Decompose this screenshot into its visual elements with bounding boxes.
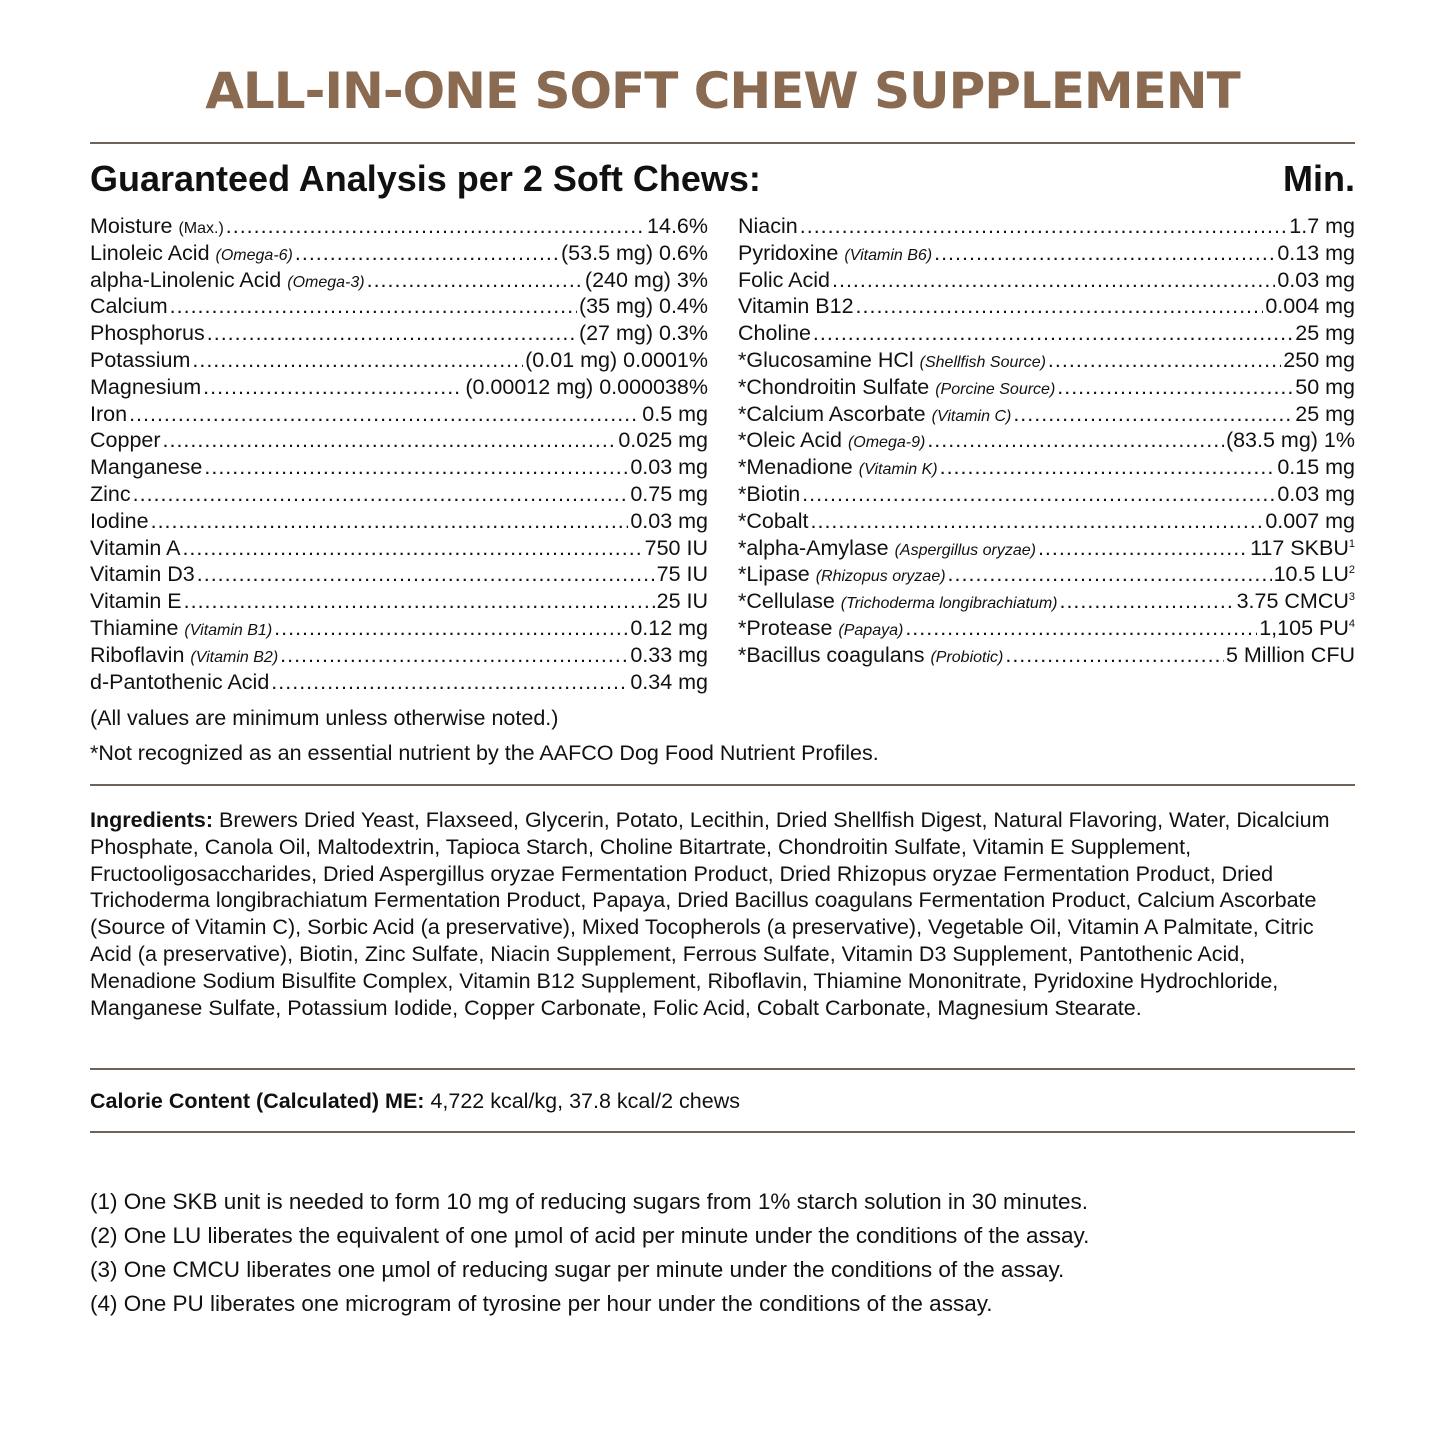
nutrient-row	[738, 267, 1355, 294]
nutrient-name	[738, 481, 800, 508]
nutrient-qualifier: (Shellfish Source)	[919, 353, 1046, 371]
dot-leader	[207, 320, 577, 347]
dot-leader	[1013, 401, 1293, 428]
nutrient-name	[90, 481, 131, 508]
nutrient-label: *Biotin	[738, 481, 801, 506]
nutrient-value	[561, 240, 708, 267]
nutrient-qualifier: (Porcine Source)	[935, 380, 1056, 398]
nutrient-name	[738, 293, 854, 320]
dot-leader	[802, 481, 1275, 508]
nutrient-row	[90, 669, 708, 696]
nutrient-value	[630, 454, 708, 481]
nutrient-row	[90, 374, 708, 401]
nutrient-qualifier: (Aspergillus oryzae)	[894, 541, 1036, 559]
dot-leader	[940, 454, 1276, 481]
nutrient-name	[90, 588, 182, 615]
footnote-1: (1) One SKB unit is needed to form 10 mg of reducing sugars from 1% starch solution in 30 minutes.	[90, 1189, 1088, 1214]
nutrient-amount: (240 mg) 3%	[584, 267, 708, 292]
analysis-heading: Guaranteed Analysis per 2 Soft Chews:	[90, 158, 761, 199]
nutrient-name	[90, 535, 180, 562]
nutrient-name	[90, 240, 293, 270]
nutrient-qualifier: (Rhizopus oryzae)	[815, 568, 946, 586]
analysis-heading-bar	[90, 158, 1355, 204]
dot-leader	[280, 642, 628, 669]
nutrient-label: Iodine	[90, 508, 149, 533]
dot-leader	[182, 535, 642, 562]
nutrient-value	[1265, 293, 1355, 320]
dot-leader	[800, 213, 1288, 240]
nutrient-label: Vitamin D3	[90, 562, 195, 587]
nutrient-label: *Glucosamine HCl	[738, 347, 914, 372]
note-minimum: (All values are minimum unless otherwise noted.)	[90, 706, 559, 730]
nutrient-name	[90, 427, 161, 454]
dot-leader	[192, 347, 523, 374]
min-label: Min.	[1283, 158, 1355, 199]
footnote-3: (3) One CMCU liberates one µmol of reducing sugar per minute under the conditions of the assay.	[90, 1257, 1065, 1282]
nutrient-name	[90, 615, 272, 645]
nutrient-value	[579, 293, 708, 320]
nutrient-value	[1295, 320, 1355, 347]
nutrient-amount: (0.00012 mg) 0.000038%	[465, 374, 708, 399]
nutrient-qualifier: (Vitamin B2)	[190, 648, 279, 666]
divider-top	[90, 142, 1355, 144]
nutrient-name	[738, 454, 938, 484]
nutrient-value	[1277, 454, 1355, 481]
nutrient-name	[90, 561, 195, 588]
nutrient-label: Magnesium	[90, 374, 202, 399]
nutrient-amount: 10.5 LU	[1273, 562, 1349, 587]
nutrient-amount: 0.03 mg	[630, 455, 708, 480]
nutrient-row	[90, 427, 708, 454]
nutrient-row	[90, 561, 708, 588]
nutrient-qualifier: (Vitamin B1)	[184, 621, 273, 639]
nutrient-label: *Cellulase	[738, 589, 835, 614]
nutrient-name	[90, 374, 201, 401]
nutrient-row	[90, 240, 708, 267]
nutrient-row	[738, 561, 1355, 588]
nutrient-qualifier: (Vitamin B6)	[844, 246, 933, 264]
nutrient-name	[738, 561, 946, 591]
nutrient-qualifier: (Omega-9)	[847, 434, 926, 452]
nutrient-qualifier: (Probiotic)	[930, 648, 1004, 666]
nutrient-amount: 75 IU	[656, 562, 708, 587]
nutrient-qualifier: (Trichoderma longibrachiatum)	[840, 595, 1058, 613]
divider-calorie	[90, 1131, 1355, 1133]
dot-leader	[934, 240, 1275, 267]
nutrient-row	[90, 454, 708, 481]
nutrient-label: Moisture	[90, 214, 173, 238]
nutrient-label: *Oleic Acid	[738, 428, 842, 453]
nutrient-amount: 250 mg	[1283, 347, 1355, 372]
nutrient-amount: 0.12 mg	[630, 615, 708, 640]
nutrient-row	[90, 481, 708, 508]
nutrient-label: *Cobalt	[738, 508, 809, 533]
nutrient-name	[90, 347, 190, 374]
nutrient-value	[642, 401, 708, 428]
nutrient-row	[90, 213, 708, 240]
note-aafco: *Not recognized as an essential nutrient by the AAFCO Dog Food Nutrient Profiles.	[90, 741, 879, 765]
nutrient-name	[90, 401, 127, 428]
nutrient-amount: 0.03 mg	[1277, 267, 1355, 292]
nutrient-name	[738, 374, 1055, 404]
nutrient-name	[738, 213, 798, 240]
nutrient-amount: 0.34 mg	[630, 669, 708, 694]
nutrient-amount: 25 IU	[656, 589, 708, 614]
dot-leader	[163, 427, 617, 454]
nutrient-value	[657, 561, 708, 588]
nutrient-value	[525, 347, 708, 374]
nutrient-name	[738, 642, 1003, 672]
nutrient-name	[738, 535, 1036, 565]
nutrient-label: Copper	[90, 428, 161, 453]
nutrient-row	[90, 347, 708, 374]
nutrient-row	[738, 374, 1355, 401]
nutrient-label: Riboflavin	[90, 642, 185, 667]
nutrient-value	[1277, 481, 1355, 508]
nutrient-value	[1295, 401, 1355, 428]
nutrient-label: *Lipase	[738, 562, 810, 587]
ingredients-text: Brewers Dried Yeast, Flaxseed, Glycerin, Potato, Lecithin, Dried Shellfish Digest, Natural Flavoring, Water, Dicalcium Phosphate, Canola Oil, Maltodextrin, Tapioca Starch, Choline Bitartrate, Chondroitin Sulfate, Vitamin E Supplement, Fructooligosaccharides, Dried Aspergillus oryzae Fermentation Product, Dried Rhizopus oryzae Fermentation Product, Dried Trichoderma longibrachiatum Fermentation Product, Papaya, Dried Bacillus coagulans Fermentation Product, Calcium Ascorbate (Source of Vitamin C), Sorbic Acid (a preservative), Mixed Tocopherols (a preservative), Vegetable Oil, Vitamin A Palmitate, Citric Acid (a preservative), Biotin, Zinc Sulfate, Niacin Supplement, Ferrous Sulfate, Vitamin D3 Supplement, Pantothenic Acid, Menadione Sodium Bisulfite Complex, Vitamin B12 Supplement, Riboflavin, Thiamine Mononitrate, Pyridoxine Hydrochloride, Manganese Sulfate, Potassium Iodide, Copper Carbonate, Folic Acid, Cobalt Carbonate, Magnesium Stearate.	[90, 808, 1330, 1020]
dot-leader	[204, 454, 628, 481]
nutrient-row	[738, 293, 1355, 320]
nutrient-name	[738, 588, 1057, 618]
nutrient-value	[1283, 347, 1355, 374]
nutrient-value	[630, 481, 708, 508]
nutrient-value	[630, 669, 708, 696]
nutrient-value	[1277, 240, 1355, 267]
nutrient-value	[1274, 561, 1355, 588]
nutrient-value	[1250, 535, 1355, 562]
nutrient-label: Thiamine	[90, 615, 179, 640]
nutrient-label: Zinc	[90, 481, 131, 506]
nutrient-label: *Menadione	[738, 455, 853, 480]
dot-leader	[927, 427, 1224, 454]
nutrient-row	[90, 615, 708, 642]
dot-leader	[811, 508, 1264, 535]
dot-leader	[170, 293, 577, 320]
nutrient-name	[738, 508, 809, 535]
nutrient-row	[90, 401, 708, 428]
nutrient-row	[738, 642, 1355, 669]
nutrient-row	[738, 588, 1355, 615]
nutrient-label: Phosphorus	[90, 321, 205, 346]
nutrient-label: Vitamin B12	[738, 294, 854, 319]
nutrient-value	[1226, 427, 1355, 454]
nutrient-amount: 750 IU	[644, 535, 708, 560]
nutrient-value	[1259, 615, 1355, 642]
nutrient-value	[647, 213, 708, 240]
nutrient-amount: 14.6%	[647, 214, 708, 238]
nutrient-label: *alpha-Amylase	[738, 535, 889, 560]
nutrient-label: Niacin	[738, 214, 798, 238]
nutrient-label: *Bacillus coagulans	[738, 642, 925, 667]
nutrient-label: Vitamin E	[90, 589, 182, 614]
nutrient-value	[657, 588, 708, 615]
nutrient-label: Iron	[90, 401, 128, 426]
nutrient-name	[738, 267, 830, 294]
nutrient-label: *Calcium Ascorbate	[738, 401, 926, 426]
nutrient-label: Folic Acid	[738, 267, 831, 292]
nutrient-value	[1295, 374, 1355, 401]
footnote-2: (2) One LU liberates the equivalent of one µmol of acid per minute under the conditions of the assay.	[90, 1223, 1090, 1248]
divider-ingredients	[90, 1068, 1355, 1070]
nutrient-label: Choline	[738, 321, 811, 346]
nutrient-name	[738, 401, 1011, 431]
nutrient-qualifier: (Omega-3)	[287, 273, 365, 291]
nutrient-name	[90, 213, 224, 243]
ingredients-label: Ingredients:	[90, 808, 214, 832]
dot-leader	[367, 267, 583, 294]
page-title: ALL-IN-ONE SOFT CHEW SUPPLEMENT	[205, 62, 1240, 120]
dot-leader	[151, 508, 629, 535]
dot-leader	[832, 267, 1275, 294]
nutrient-amount: (27 mg) 0.3%	[578, 321, 708, 346]
nutrient-row	[738, 427, 1355, 454]
nutrient-name	[90, 508, 149, 535]
footnote-marker: 2	[1348, 564, 1355, 577]
dot-leader	[1057, 374, 1293, 401]
nutrient-label: Pyridoxine	[738, 240, 839, 265]
nutrient-amount: (53.5 mg) 0.6%	[561, 240, 708, 265]
nutrient-row	[90, 320, 708, 347]
nutrient-row	[738, 535, 1355, 562]
nutrient-value	[1277, 267, 1355, 294]
nutrient-label: Potassium	[90, 347, 191, 372]
nutrient-amount: (83.5 mg) 1%	[1225, 428, 1355, 453]
nutrient-amount: 1,105 PU	[1259, 615, 1349, 640]
nutrient-value	[618, 427, 708, 454]
dot-leader	[203, 374, 463, 401]
nutrient-amount: 0.75 mg	[630, 481, 708, 506]
calorie-content	[90, 1089, 740, 1114]
nutrient-amount: 25 mg	[1295, 321, 1355, 346]
nutrient-amount: 1.7 mg	[1289, 214, 1355, 238]
nutrient-name	[738, 320, 811, 347]
dot-leader	[1005, 642, 1224, 669]
dot-leader	[856, 293, 1264, 320]
nutrient-amount: (0.01 mg) 0.0001%	[525, 347, 708, 372]
dot-leader	[133, 481, 629, 508]
dot-leader	[1048, 347, 1281, 374]
nutrient-row	[738, 401, 1355, 428]
nutrient-value	[630, 615, 708, 642]
nutrient-label: Vitamin A	[90, 535, 181, 560]
nutrient-row	[738, 213, 1355, 240]
nutrient-qualifier: (Vitamin C)	[931, 407, 1012, 425]
dot-leader	[129, 401, 640, 428]
nutrient-row	[90, 642, 708, 669]
nutrient-value	[585, 267, 708, 294]
nutrient-amount: 25 mg	[1295, 401, 1355, 426]
nutrient-value	[630, 508, 708, 535]
nutrient-value	[645, 535, 708, 562]
calorie-value: 4,722 kcal/kg, 37.8 kcal/2 chews	[430, 1089, 740, 1113]
nutrient-label: alpha-Linolenic Acid	[90, 267, 282, 292]
nutrient-qualifier: (Papaya)	[838, 621, 904, 639]
nutrient-name	[90, 454, 202, 481]
nutrient-name	[738, 240, 932, 270]
dot-leader	[948, 561, 1272, 588]
nutrient-name	[90, 293, 168, 320]
nutrient-row	[738, 347, 1355, 374]
nutrient-row	[738, 508, 1355, 535]
analysis-column-left	[90, 213, 708, 695]
dot-leader	[813, 320, 1293, 347]
nutrient-amount: 0.004 mg	[1265, 294, 1355, 319]
nutrient-qualifier: (Vitamin K)	[858, 461, 938, 479]
dot-leader	[1059, 588, 1234, 615]
nutrient-amount: 0.025 mg	[618, 428, 708, 453]
nutrient-label: Manganese	[90, 455, 203, 480]
nutrient-row	[90, 508, 708, 535]
nutrient-value	[1226, 642, 1355, 669]
nutrient-qualifier: (Max.)	[178, 220, 224, 237]
nutrient-row	[738, 481, 1355, 508]
dot-leader	[905, 615, 1257, 642]
nutrient-amount: 0.33 mg	[630, 642, 708, 667]
nutrient-amount: 0.007 mg	[1265, 508, 1355, 533]
nutrient-amount: 0.15 mg	[1277, 455, 1355, 480]
nutrient-amount: 0.13 mg	[1277, 240, 1355, 265]
nutrient-amount: 0.03 mg	[1277, 481, 1355, 506]
nutrient-amount: (35 mg) 0.4%	[578, 294, 708, 319]
nutrient-label: d-Pantothenic Acid	[90, 669, 270, 694]
ingredients-paragraph	[90, 807, 1355, 1021]
dot-leader	[184, 588, 655, 615]
nutrient-qualifier: (Omega-6)	[215, 246, 293, 264]
nutrient-name	[90, 267, 365, 297]
nutrient-amount: 117 SKBU	[1250, 535, 1349, 560]
nutrient-name	[90, 669, 269, 696]
footnote-4: (4) One PU liberates one microgram of tyrosine per hour under the conditions of the assay.	[90, 1291, 993, 1316]
nutrient-row	[738, 240, 1355, 267]
nutrient-label: Calcium	[90, 294, 168, 319]
nutrient-label: *Protease	[738, 615, 833, 640]
calorie-label: Calorie Content (Calculated) ME:	[90, 1089, 425, 1113]
nutrient-row	[738, 615, 1355, 642]
nutrient-row	[738, 454, 1355, 481]
dot-leader	[295, 240, 559, 267]
nutrient-row	[90, 535, 708, 562]
nutrient-name	[90, 320, 205, 347]
nutrient-amount: 0.5 mg	[642, 401, 708, 426]
nutrient-row	[90, 293, 708, 320]
nutrient-name	[738, 347, 1046, 377]
nutrient-amount: 3.75 CMCU	[1236, 589, 1349, 614]
footnote-marker: 4	[1348, 617, 1355, 630]
nutrient-value	[1237, 588, 1355, 615]
nutrient-name	[90, 642, 278, 672]
nutrient-amount: 0.03 mg	[630, 508, 708, 533]
nutrient-value	[1265, 508, 1355, 535]
footnote-marker: 3	[1348, 591, 1355, 604]
dot-leader	[197, 561, 655, 588]
divider-analysis	[90, 784, 1355, 786]
nutrient-value	[465, 374, 708, 401]
nutrient-value	[1289, 213, 1355, 240]
dot-leader	[274, 615, 628, 642]
nutrient-amount: 5 Million CFU	[1225, 642, 1355, 667]
nutrient-amount: 50 mg	[1295, 374, 1355, 399]
nutrient-row	[90, 267, 708, 294]
nutrient-value	[579, 320, 708, 347]
nutrient-name	[738, 615, 903, 645]
dot-leader	[271, 669, 628, 696]
nutrient-value	[630, 642, 708, 669]
dot-leader	[1038, 535, 1248, 562]
nutrient-label: *Chondroitin Sulfate	[738, 374, 930, 399]
nutrient-row	[90, 588, 708, 615]
nutrient-name	[738, 427, 925, 457]
dot-leader	[226, 213, 645, 240]
nutrient-label: Linoleic Acid	[90, 240, 210, 265]
nutrient-row	[738, 320, 1355, 347]
analysis-column-right	[738, 213, 1355, 669]
footnote-marker: 1	[1348, 537, 1355, 550]
